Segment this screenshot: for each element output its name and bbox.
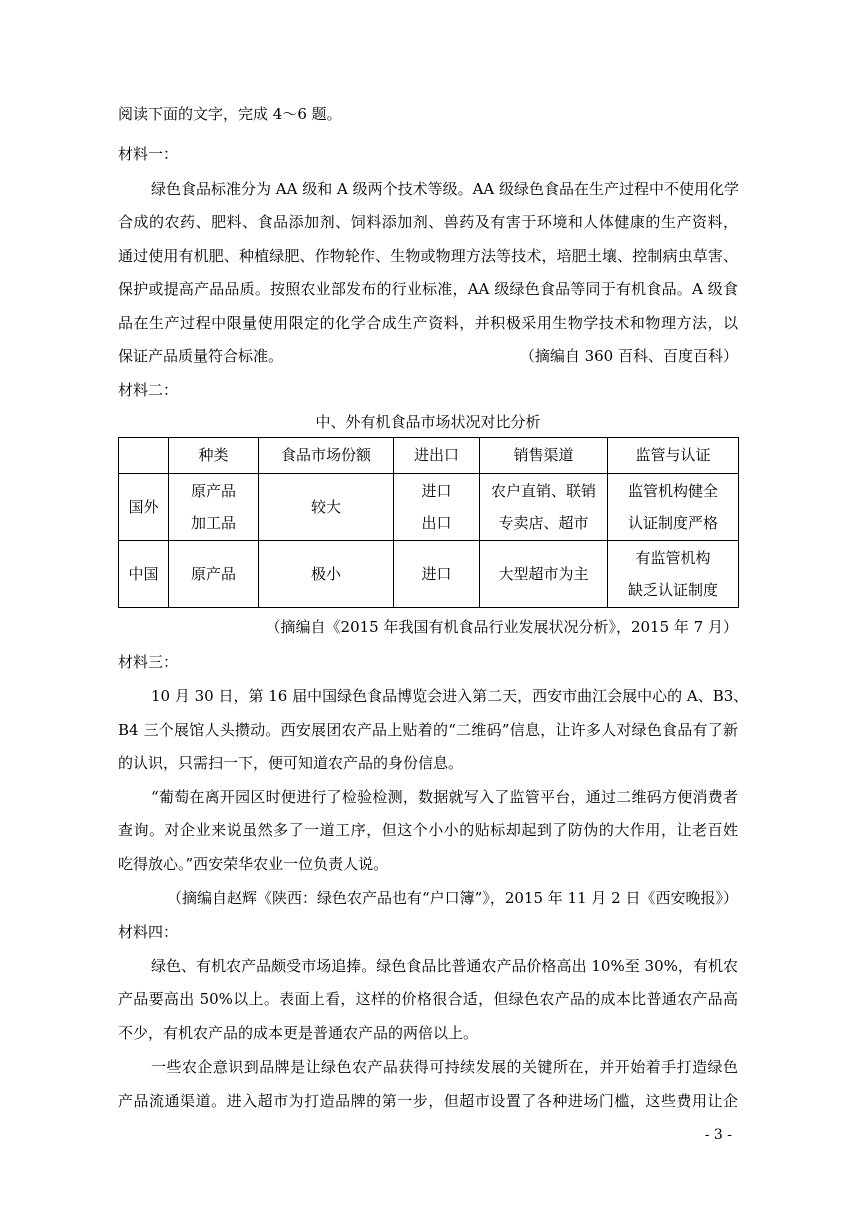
table-row xyxy=(119,541,739,608)
table-cell-line: 出口 xyxy=(421,514,452,532)
material-3-line: 10 月 30 日，第 16 届中国绿色食品博览会进入第二天，西安市曲江会展中心的 A、B3、 xyxy=(151,687,749,705)
material-1-line: 绿色食品标准分为 AA 级和 A 级两个技术等级。AA 级绿色食品在生产过程中不使用化学 xyxy=(151,180,740,198)
table-header-cell: 监管与认证 xyxy=(608,438,739,474)
material-1-label: 材料一： xyxy=(118,145,179,163)
table-cell-line: 进口 xyxy=(421,482,452,500)
table-row xyxy=(119,474,739,541)
material-1-line: 保护或提高产品品质。按照农业部发布的行业标准，AA 级绿色食品等同于有机食品。A 级食 xyxy=(118,280,738,298)
reading-instruction: 阅读下面的文字，完成 4～6 题。 xyxy=(118,105,342,123)
table-cell-line: 缺乏认证制度 xyxy=(627,581,718,599)
table-cell xyxy=(608,541,739,608)
material-3-label: 材料三： xyxy=(118,653,179,671)
table-cell xyxy=(394,474,480,541)
material-4-line: 产品流通渠道。进入超市为打造品牌的第一步，但超市设置了各种进场门槛，这些费用让企 xyxy=(118,1092,738,1110)
table-cell: 国外 xyxy=(119,474,169,541)
page-number: - 3 - xyxy=(704,1127,732,1143)
material-4-line: 产品要高出 50%以上。表面上看，这样的价格很合适，但绿色农产品的成本比普通农产品高 xyxy=(118,990,738,1008)
comparison-table xyxy=(118,437,739,608)
material-3-line: 吃得放心。”西安荣华农业一位负责人说。 xyxy=(118,855,389,873)
material-3-line: “葡萄在离开园区时便进行了检验检测，数据就写入了监管平台，通过二维码方便消费者 xyxy=(151,788,738,806)
material-3-source: （摘编自赵辉《陕西：绿色农产品也有“户口簿”》，2015 年 11 月 2 日《西安晚报》） xyxy=(167,889,738,907)
table-header-cell: 种类 xyxy=(169,438,259,474)
material-3-line: 的认识，只需扫一下，便可知道农产品的身份信息。 xyxy=(118,754,464,772)
material-2-source: （摘编自《2015 年我国有机食品行业发展状况分析》，2015 年 7 月） xyxy=(265,618,738,636)
table-cell-line: 专卖店、超市 xyxy=(498,514,589,532)
material-1-line: 品在生产过程中限量使用限定的化学合成生产资料，并积极采用生物学技术和物理方法，以 xyxy=(118,314,738,332)
material-4-line: 一些农企意识到品牌是让绿色农产品获得可持续发展的关键所在，并开始着手打造绿色 xyxy=(151,1058,738,1076)
table-header-cell xyxy=(119,438,169,474)
table-cell xyxy=(169,474,259,541)
table-cell: 原产品 xyxy=(169,541,259,608)
material-1-line: 通过使用有机肥、种植绿肥、作物轮作、生物或物理方法等技术，培肥土壤、控制病虫草害、 xyxy=(118,247,738,265)
table-header-cell: 销售渠道 xyxy=(480,438,608,474)
material-2-label: 材料二： xyxy=(118,381,179,399)
table-cell-line: 原产品 xyxy=(190,482,236,500)
table-cell xyxy=(480,474,608,541)
table-header-cell: 进出口 xyxy=(394,438,480,474)
table-cell: 较大 xyxy=(259,474,394,541)
material-4-line: 不少，有机农产品的成本更是普通农产品的两倍以上。 xyxy=(118,1024,479,1042)
material-3-line: B4 三个展馆人头攒动。西安展团农产品上贴着的“二维码”信息，让许多人对绿色食品有了新 xyxy=(118,721,738,739)
material-1-source: （摘编自 360 百科、百度百科） xyxy=(519,347,738,365)
table-cell-line: 有监管机构 xyxy=(635,549,711,567)
table-cell-line: 加工品 xyxy=(190,514,236,532)
table-cell: 进口 xyxy=(394,541,480,608)
material-4-line: 绿色、有机农产品颇受市场追捧。绿色食品比普通农产品价格高出 10%至 30%，有机农 xyxy=(151,957,738,975)
table-header-cell: 食品市场份额 xyxy=(259,438,394,474)
table-cell: 大型超市为主 xyxy=(480,541,608,608)
table-cell: 极小 xyxy=(259,541,394,608)
material-3-line: 查询。对企业来说虽然多了一道工序，但这个小小的贴标却起到了防伪的大作用，让老百姓 xyxy=(118,821,738,839)
table-header-row xyxy=(119,438,739,474)
table-cell-line: 认证制度严格 xyxy=(627,514,718,532)
material-1-line: 合成的农药、肥料、食品添加剂、饲料添加剂、兽药及有害于环境和人体健康的生产资料， xyxy=(118,213,738,231)
material-4-label: 材料四： xyxy=(118,923,179,941)
table-cell-line: 监管机构健全 xyxy=(627,482,718,500)
table-title: 中、外有机食品市场状况对比分析 xyxy=(315,413,541,431)
table-cell xyxy=(608,474,739,541)
table-cell-line: 农户直销、联销 xyxy=(490,482,596,500)
material-1-line: 保证产品质量符合标准。 xyxy=(118,347,284,365)
table-cell: 中国 xyxy=(119,541,169,608)
